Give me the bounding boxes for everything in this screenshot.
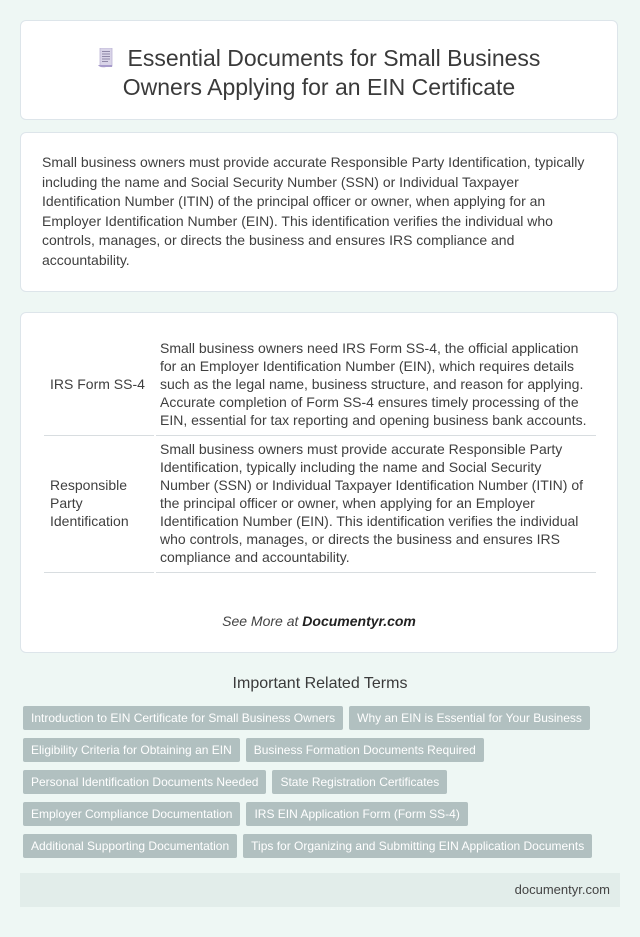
related-terms-list (23, 706, 613, 858)
documents-table (42, 335, 598, 573)
related-term-tag[interactable]: Personal Identification Documents Needed (23, 770, 266, 794)
documents-card (20, 312, 618, 653)
related-term-tag[interactable]: Introduction to EIN Certificate for Small Business Owners (23, 706, 343, 730)
see-more-site[interactable]: Documentyr.com (302, 613, 416, 629)
document-description: Small business owners must provide accurate Responsible Party Identification, typically including the name and Social Security Number (SSN) or Individual Taxpayer Identification Number (ITIN) of the principal officer or owner, when applying for an Employer Identification Number (EIN). This identification verifies the individual who controls, manages, or directs the business and ensures IRS compliance and accountability. (156, 436, 596, 573)
document-scroll-icon (98, 46, 114, 66)
footer (20, 873, 620, 907)
intro-card (20, 132, 618, 292)
related-term-tag[interactable]: Employer Compliance Documentation (23, 802, 240, 826)
see-more-link[interactable] (21, 613, 617, 629)
document-label: Responsible Party Identification (44, 436, 154, 573)
related-terms-heading: Important Related Terms (232, 675, 408, 692)
document-label: IRS Form SS-4 (44, 335, 154, 436)
header-card (20, 20, 618, 120)
see-more-prefix: See More at (222, 613, 303, 629)
intro-text: Small business owners must provide accurate Responsible Party Identification, typically including the name and Social Security Number (SSN) or Individual Taxpayer Identification Number (ITIN) of the principal officer or owner, when applying for an Employer Identification Number (EIN). This identification verifies the individual who controls, manages, or directs the business and ensures IRS compliance and accountability. (42, 154, 585, 268)
page-title-text: Essential Documents for Small Business Owners Applying for an EIN Certificate (122, 45, 541, 100)
related-term-tag[interactable]: IRS EIN Application Form (Form SS-4) (246, 802, 467, 826)
document-description: Small business owners need IRS Form SS-4, the official application for an Employer Identification Number (EIN), which requires details such as the legal name, business structure, and reason for applying. Accurate completion of Form SS-4 ensures timely processing of the EIN, essential for tax reporting and opening business bank accounts. (156, 335, 596, 436)
related-term-tag[interactable]: Why an EIN is Essential for Your Business (349, 706, 590, 730)
related-term-tag[interactable]: State Registration Certificates (272, 770, 447, 794)
related-term-tag[interactable]: Eligibility Criteria for Obtaining an EIN (23, 738, 240, 762)
page-title (21, 44, 617, 102)
related-term-tag[interactable]: Business Formation Documents Required (246, 738, 484, 762)
table-row (44, 436, 596, 573)
footer-site-link[interactable]: documentyr.com (514, 882, 610, 897)
related-term-tag[interactable]: Additional Supporting Documentation (23, 834, 237, 858)
table-row (44, 335, 596, 436)
related-term-tag[interactable]: Tips for Organizing and Submitting EIN Application Documents (243, 834, 592, 858)
